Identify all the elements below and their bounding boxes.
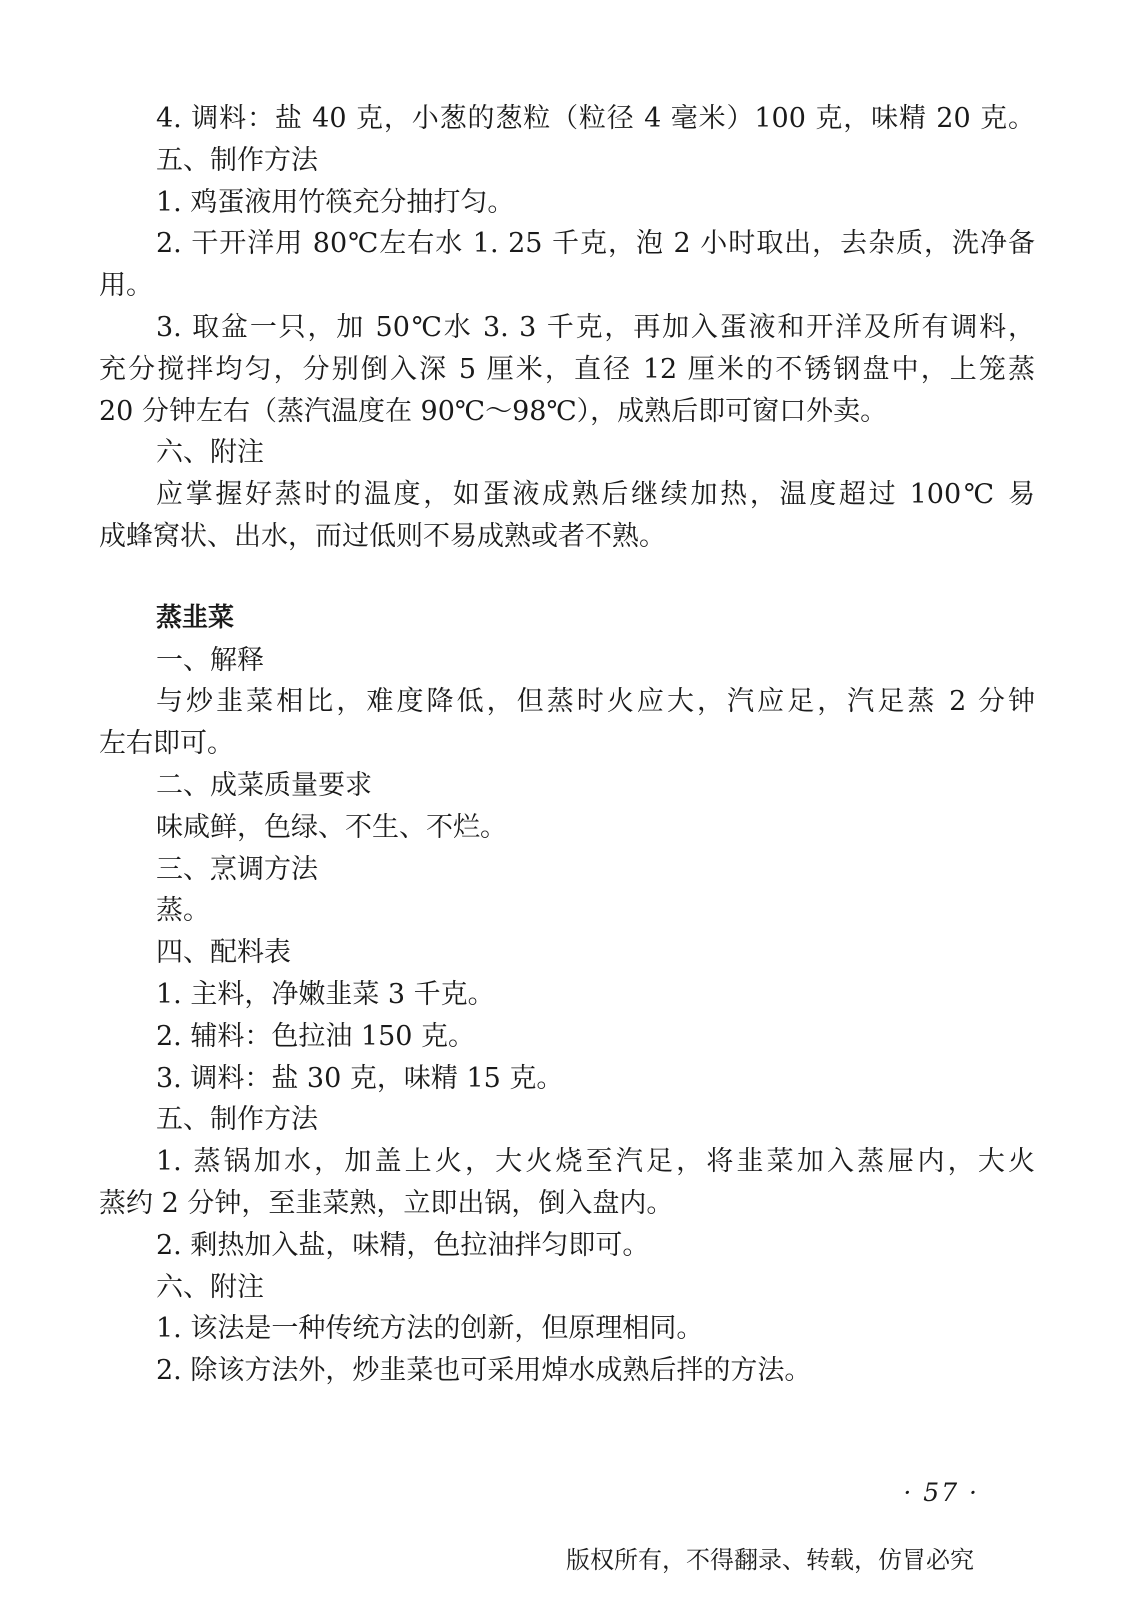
section-heading: 五、制作方法 [156,1104,318,1136]
ingredient-line: 2. 辅料：色拉油 150 克。 [156,1020,476,1052]
page-number: · 57 · [903,1478,979,1507]
step-line: 3. 取盆一只，加 50℃水 3. 3 千克，再加入蛋液和开洋及所有调料， [156,311,1035,343]
section-heading: 六、附注 [156,437,264,469]
section-heading: 一、解释 [156,644,264,676]
note-line: 2. 除该方法外，炒韭菜也可采用焯水成熟后拌的方法。 [156,1355,812,1387]
section-heading: 三、烹调方法 [156,853,318,885]
note-line: 1. 该法是一种传统方法的创新，但原理相同。 [156,1313,704,1345]
paragraph-line-continued: 左右即可。 [99,728,234,760]
step-line-continued: 用。 [99,270,153,302]
paragraph-line: 蒸。 [156,895,210,927]
paragraph-line: 与炒韭菜相比，难度降低，但蒸时火应大，汽应足，汽足蒸 2 分钟 [156,686,1035,718]
paragraph-line: 味咸鲜，色绿、不生、不烂。 [156,811,507,843]
step-line: 1. 鸡蛋液用竹筷充分抽打匀。 [156,186,515,218]
dish-title: 蒸韭菜 [156,602,235,633]
step-line-continued: 20 分钟左右（蒸汽温度在 90℃～98℃），成熟后即可窗口外卖。 [99,395,888,427]
note-line: 应掌握好蒸时的温度，如蛋液成熟后继续加热，温度超过 100℃ 易 [156,479,1035,511]
note-line-continued: 成蜂窝状、出水，而过低则不易成熟或者不熟。 [99,520,666,552]
page-body [99,98,1035,1392]
step-line-continued: 充分搅拌均匀，分别倒入深 5 厘米，直径 12 厘米的不锈钢盘中，上笼蒸 [99,353,1035,385]
section-heading: 二、成菜质量要求 [156,769,372,801]
ingredient-line: 3. 调料：盐 30 克，味精 15 克。 [156,1062,564,1094]
copyright-footer: 版权所有，不得翻录、转载，仿冒必究 [566,1546,974,1574]
step-line: 2. 干开洋用 80℃左右水 1. 25 千克，泡 2 小时取出，去杂质，洗净备 [156,228,1035,260]
ingredient-line: 4. 调料：盐 40 克，小葱的葱粒（粒径 4 毫米）100 克，味精 20 克。 [156,103,1035,134]
section-heading: 四、配料表 [156,937,291,969]
section-gap [99,558,1035,598]
step-line: 2. 剩热加入盐，味精，色拉油拌匀即可。 [156,1229,650,1261]
ingredient-line: 1. 主料，净嫩韭菜 3 千克。 [156,978,495,1010]
section-heading: 五、制作方法 [156,144,318,176]
step-line: 1. 蒸锅加水，加盖上火，大火烧至汽足，将韭菜加入蒸屉内，大火 [156,1146,1035,1178]
section-heading: 六、附注 [156,1271,264,1303]
step-line-continued: 蒸约 2 分钟，至韭菜熟，立即出锅，倒入盘内。 [99,1187,674,1219]
